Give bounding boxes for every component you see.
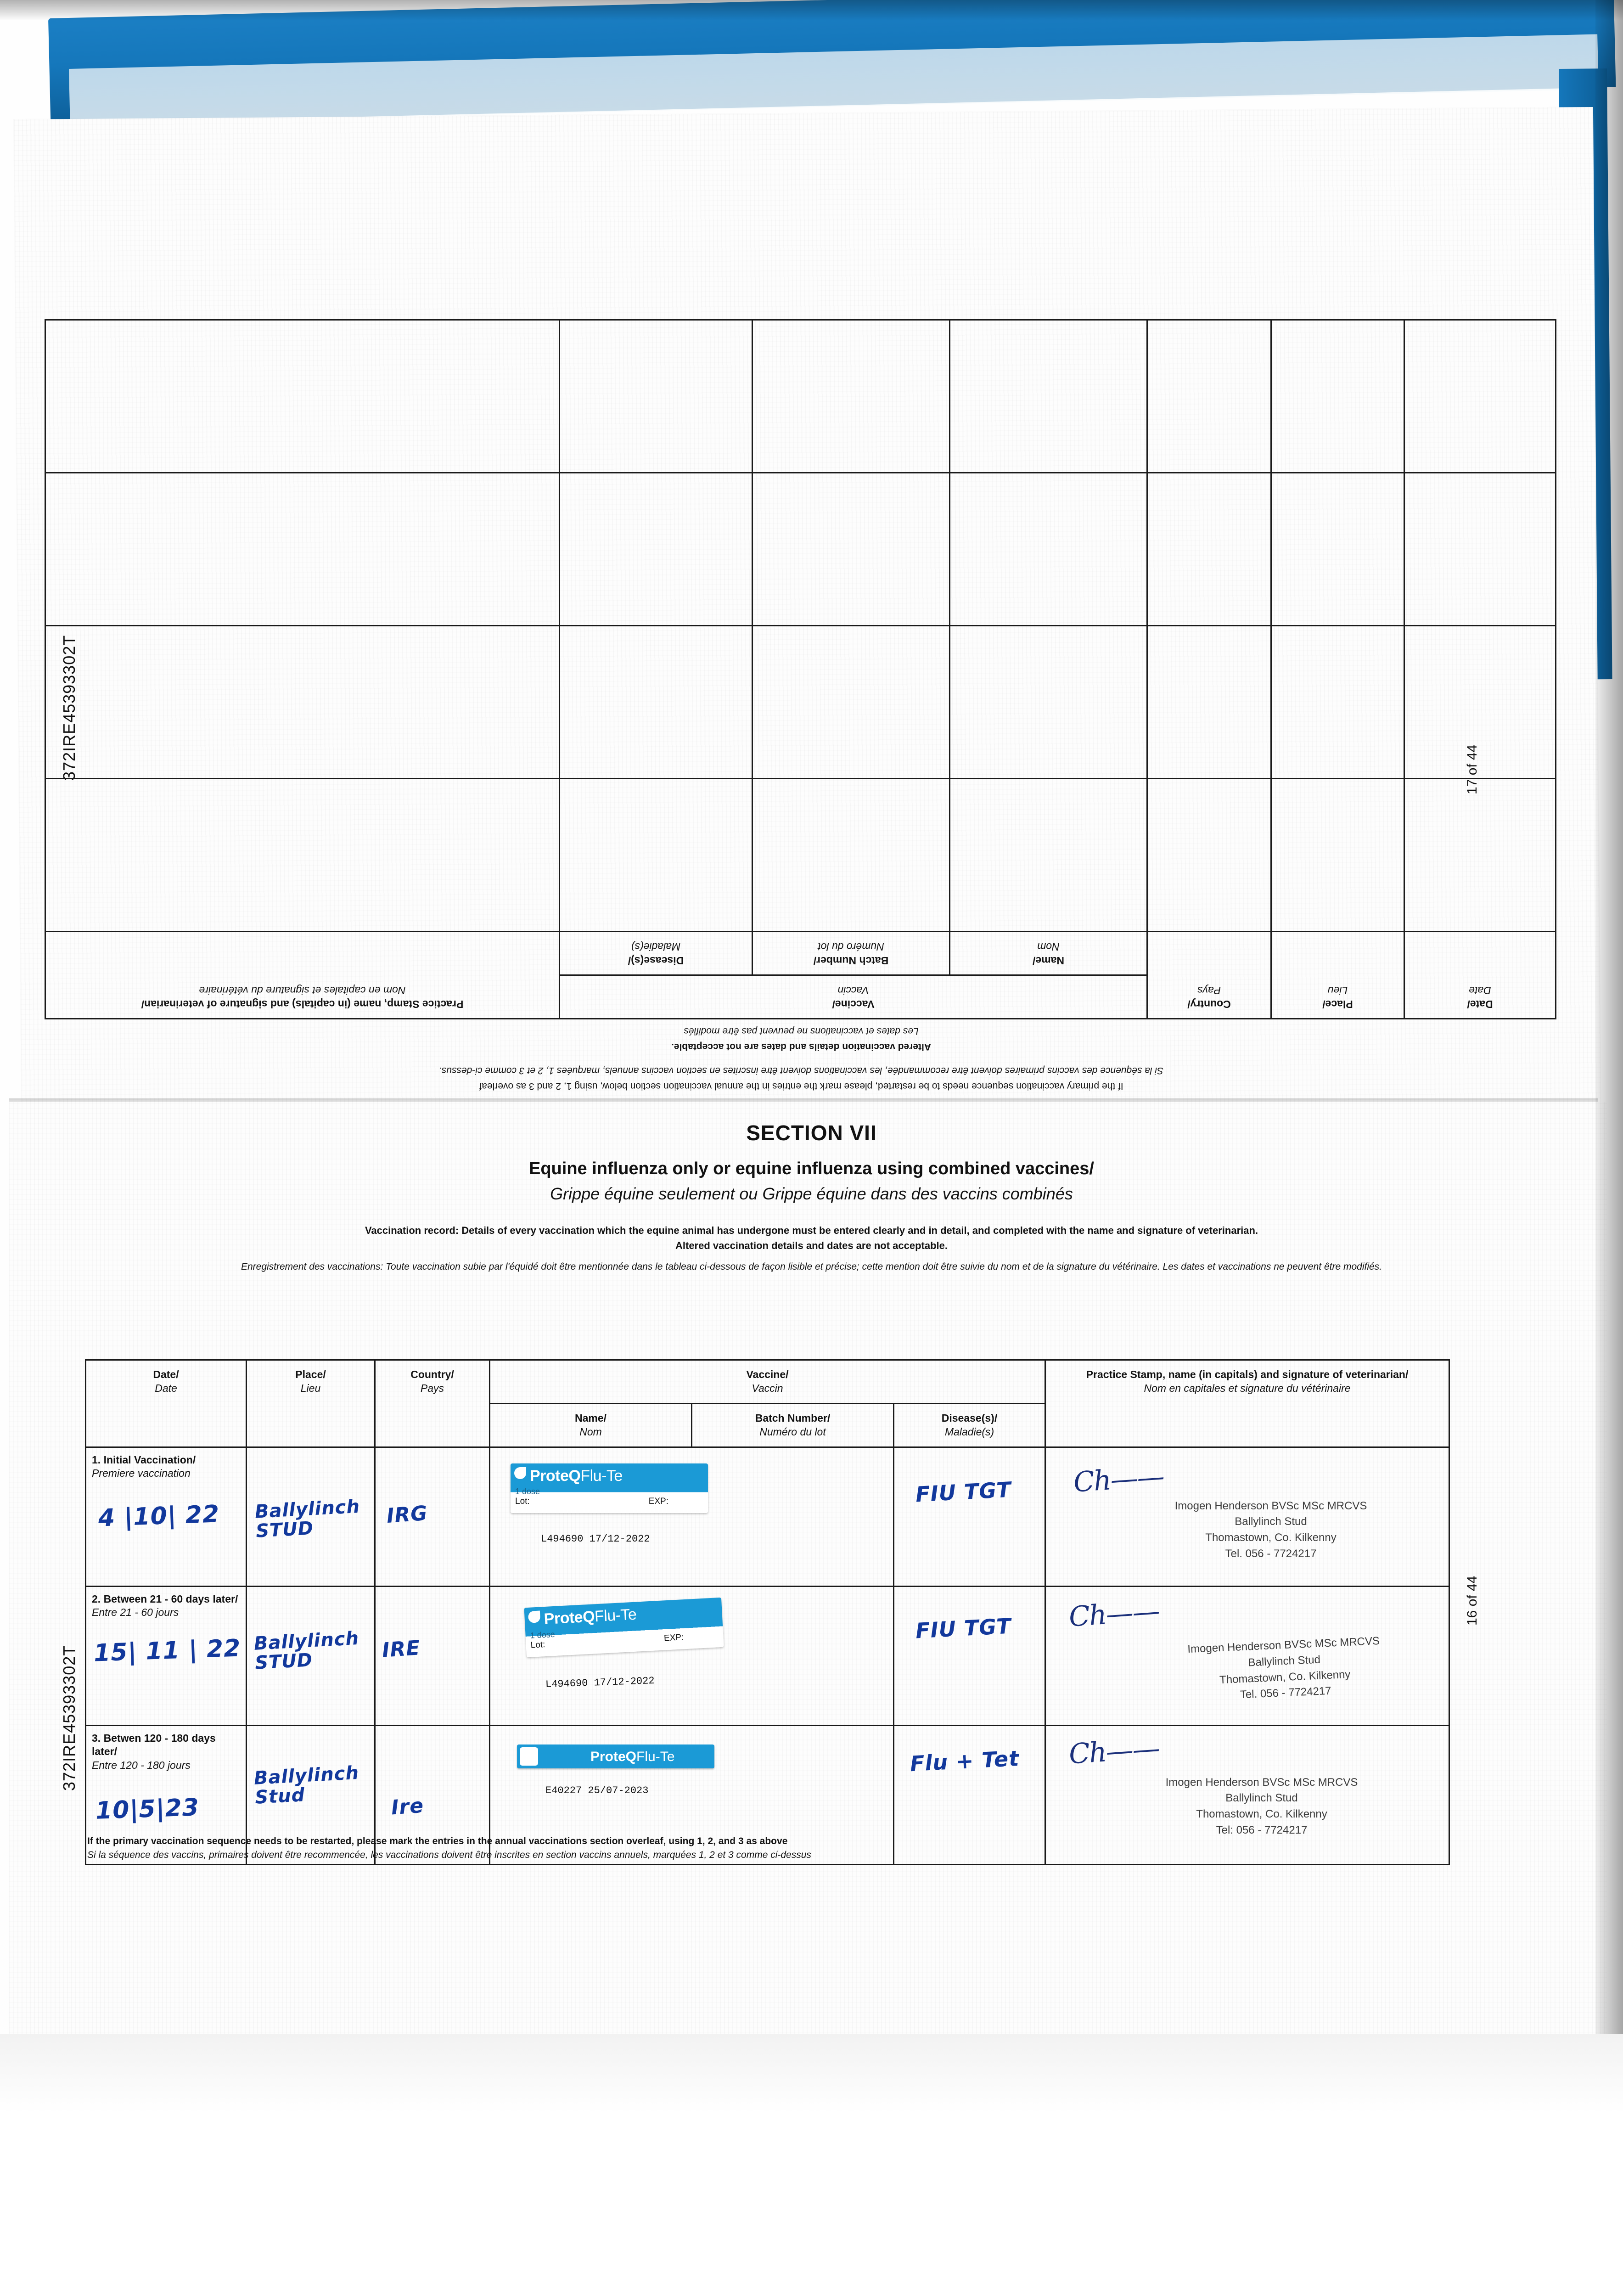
table-row[interactable] — [86, 1447, 1449, 1586]
page-number-top: 17 of 44 — [1465, 744, 1480, 794]
section-footnote — [87, 1835, 1327, 1863]
leaf-icon — [514, 1467, 526, 1479]
row2-label-fr: Entre 21 - 60 jours — [92, 1606, 179, 1619]
scan-edge-shadow-top — [0, 0, 1623, 21]
row1-place-value: Ballylinch STUD — [254, 1496, 361, 1542]
overleaf-col-country-en: Country/ — [1187, 998, 1231, 1010]
section-title: SECTION VII — [746, 1121, 877, 1145]
col-disease-en: Disease(s)/ — [941, 1412, 998, 1424]
row2-place-value: Ballylinch STUD — [253, 1627, 360, 1674]
row3-stamp-line-3: Thomastown, Co. Kilkenny — [1196, 1808, 1327, 1821]
row2-label — [86, 1587, 246, 1621]
row3-label-en: 3. Betwen 120 - 180 days later/ — [92, 1732, 216, 1758]
col-vaccine-en: Vaccine/ — [746, 1368, 789, 1380]
col-stamp-en: Practice Stamp, name (in capitals) and signature of veterinarian/ — [1086, 1368, 1409, 1380]
row1-lot-label: Lot: — [515, 1496, 530, 1506]
overleaf-col-date-fr: Date — [1469, 985, 1491, 997]
row3-date-value: 10|5|23 — [95, 1794, 200, 1825]
row1-stamp-line-1: Imogen Henderson BVSc MSc MRCVS — [1174, 1499, 1367, 1512]
overleaf-col-date-en: Date/ — [1467, 998, 1493, 1010]
passport-id-code-bottom: 372IRE45393302T — [60, 1645, 79, 1791]
overleaf-col-place-fr: Lieu — [1327, 985, 1348, 997]
overleaf-annual-vaccination-table-region — [46, 285, 1556, 1093]
overleaf-col-name-en: Name/ — [1032, 955, 1065, 967]
row3-batch-value: E40227 25/07-2023 — [545, 1784, 649, 1796]
overleaf-restart-note-bold: If the primary vaccination sequence needs to be restarted, please mark the entries in the annual vaccination section below, using 1, 2 and 3 as overleaf — [479, 1081, 1123, 1092]
col-date-fr: Date — [155, 1382, 177, 1394]
row3-stamp-line-1: Imogen Henderson BVSc MSc MRCVS — [1165, 1776, 1358, 1789]
row1-label — [86, 1448, 246, 1482]
row3-practice-stamp — [1087, 1775, 1436, 1839]
row2-label-en: 2. Between 21 - 60 days later/ — [92, 1593, 238, 1605]
row3-country-value: Ire — [390, 1794, 425, 1819]
passport-id-code-top: 372IRE45393302T — [60, 635, 79, 781]
row2-vaccine-label-sticker — [524, 1597, 724, 1657]
row1-date-value: 4 |10| 22 — [98, 1500, 220, 1532]
page-number-bottom: 16 of 44 — [1465, 1576, 1480, 1626]
row1-signature: Ch—— — [1072, 1460, 1165, 1499]
section-vii-vaccination-table — [85, 1359, 1450, 1865]
row2-country-value: IRE — [381, 1636, 421, 1662]
row1-label-fr: Premiere vaccination — [92, 1467, 191, 1480]
row2-date-value: 15| 11 | 22 — [93, 1634, 241, 1667]
overleaf-col-batch-fr: Numéro du lot — [818, 941, 884, 953]
col-name-fr: Nom — [579, 1425, 602, 1438]
section-subtitle-en: Equine influenza only or equine influenza using combined vaccines/ — [529, 1159, 1094, 1178]
col-vaccine-fr: Vaccin — [752, 1382, 783, 1394]
row2-vaccine-dose: 1 dose — [530, 1629, 556, 1640]
row3-label-fr: Entre 120 - 180 jours — [92, 1759, 191, 1772]
overleaf-altered-note-italic: Les dates et vaccinations ne peuvent pas être modifiés — [684, 1026, 919, 1036]
overleaf-col-name-fr: Nom — [1037, 941, 1060, 953]
row2-exp-label: EXP: — [663, 1632, 684, 1643]
record-note-line1: Vaccination record: Details of every vaccination which the equine animal has undergone must be entered clearly and in detail, and completed with the name and signature of veterinarian. — [365, 1225, 1258, 1236]
row3-signature: Ch—— — [1067, 1732, 1160, 1771]
row2-lot-label: Lot: — [530, 1639, 545, 1650]
col-place-en: Place/ — [295, 1368, 326, 1380]
row1-stamp-line-3: Thomastown, Co. Kilkenny — [1205, 1531, 1337, 1544]
row2-stamp-line-4: Tel. 056 - 7724217 — [1240, 1684, 1332, 1701]
col-stamp-fr: Nom en capitales et signature du vétérinaire — [1144, 1382, 1351, 1394]
row1-label-en: 1. Initial Vaccination/ — [92, 1453, 196, 1466]
overleaf-col-place-en: Place/ — [1322, 998, 1353, 1010]
overleaf-vaccination-table — [45, 319, 1556, 1019]
footnote-bold: If the primary vaccination sequence needs to be restarted, please mark the entries in the annual vaccinations section overleaf, using 1, 2, and 3 as above — [87, 1836, 788, 1846]
row1-practice-stamp — [1106, 1498, 1436, 1562]
overleaf-col-stamp-fr: Nom en capitales et signature du vétérinaire — [199, 985, 406, 997]
row3-place-value: Ballylinch Stud — [253, 1762, 360, 1808]
col-name-en: Name/ — [574, 1412, 607, 1424]
col-country-en: Country/ — [410, 1368, 454, 1380]
footnote-italic: Si la séquence des vaccins, primaires doivent être recommencée, les vaccinations doivent être inscrites en section vaccins annuels, marquées 1, 2 et 3 comme ci-dessus — [87, 1850, 811, 1861]
col-disease-fr: Maladie(s) — [944, 1425, 994, 1438]
table-row[interactable] — [86, 1586, 1449, 1725]
row1-country-value: IRG — [386, 1501, 429, 1528]
row2-stamp-line-2: Ballylinch Stud — [1247, 1653, 1321, 1669]
scan-edge-shadow-right — [1595, 0, 1623, 2066]
row2-stamp-line-3: Thomastown, Co. Kilkenny — [1219, 1667, 1351, 1686]
row1-vaccine-dose: 1 dose — [515, 1486, 540, 1496]
col-date-en: Date/ — [153, 1368, 179, 1380]
overleaf-altered-note-bold: Altered vaccination details and dates are not acceptable. — [671, 1041, 932, 1052]
section-subtitle-fr: Grippe équine seulement ou Grippe équine dans des vaccins combinés — [550, 1184, 1073, 1203]
row1-vaccine-brand: ProteQ — [530, 1467, 581, 1485]
row3-stamp-line-2: Ballylinch Stud — [1225, 1792, 1298, 1805]
row3-vaccine-brand-suffix: Flu-Te — [636, 1749, 675, 1764]
table-header-row — [86, 1360, 1449, 1404]
vaccination-record-note-fr: Enregistrement des vaccinations: Toute vaccination subie par l'équidé doit être mentionnée dans le tableau ci-dessous de façon lisible et précise; cette mention doit être suivie du nom et de la signature du vétérinaire. Les dates et vaccinations ne peuvent être modifiés. — [241, 1261, 1382, 1272]
overleaf-col-country-fr: Pays — [1197, 985, 1221, 997]
row2-stamp-line-1: Imogen Henderson BVSc MSc MRCVS — [1187, 1634, 1380, 1655]
overleaf-empty-row[interactable] — [45, 626, 1556, 779]
row1-stamp-line-4: Tel. 056 - 7724217 — [1225, 1547, 1317, 1560]
row1-vaccine-label-sticker — [511, 1463, 708, 1513]
row1-exp-label: EXP: — [648, 1496, 668, 1506]
overleaf-col-vaccine-fr: Vaccin — [837, 985, 869, 997]
overleaf-col-vaccine-en: Vaccine/ — [832, 998, 875, 1010]
row2-disease-value: FIU TGT — [915, 1613, 1012, 1643]
scan-edge-shadow-bottom — [0, 2034, 1623, 2296]
overleaf-empty-row[interactable] — [45, 779, 1556, 932]
row2-vaccine-brand: ProteQ — [543, 1607, 595, 1628]
row2-practice-stamp — [1123, 1630, 1446, 1708]
row3-vaccine-brand: ProteQ — [590, 1749, 637, 1764]
record-note-line2: Altered vaccination details and dates are not acceptable. — [675, 1240, 948, 1251]
col-batch-fr: Numéro du lot — [759, 1425, 826, 1438]
row3-vaccine-label-sticker — [517, 1745, 714, 1768]
row2-batch-value: L494690 17/12-2022 — [545, 1675, 655, 1690]
section-vii-region — [0, 1102, 1623, 1861]
overleaf-col-batch-en: Batch Number/ — [813, 955, 889, 967]
row3-disease-value: Flu + Tet — [909, 1745, 1020, 1776]
row2-signature: Ch—— — [1067, 1594, 1160, 1633]
row3-stamp-line-4: Tel: 056 - 7724217 — [1216, 1823, 1308, 1836]
col-batch-en: Batch Number/ — [755, 1412, 831, 1424]
row2-vaccine-brand-suffix: Flu-Te — [594, 1605, 637, 1625]
overleaf-empty-row[interactable] — [45, 473, 1556, 626]
col-place-fr: Lieu — [300, 1382, 321, 1394]
overleaf-col-disease-fr: Maladie(s) — [631, 941, 681, 953]
row3-label — [86, 1726, 246, 1774]
col-country-fr: Pays — [420, 1382, 444, 1394]
row1-disease-value: FIU TGT — [915, 1477, 1012, 1507]
vaccination-record-note-en — [0, 1223, 1623, 1253]
overleaf-empty-row[interactable] — [45, 320, 1556, 473]
row1-vaccine-brand-suffix: Flu-Te — [580, 1467, 623, 1485]
overleaf-col-disease-en: Disease(s)/ — [628, 955, 684, 967]
overleaf-col-stamp-en: Practice Stamp, name (in capitals) and signature of veterinarian/ — [141, 998, 464, 1010]
row1-stamp-line-2: Ballylinch Stud — [1235, 1515, 1307, 1528]
row1-batch-value: L494690 17/12-2022 — [541, 1533, 650, 1545]
leaf-icon — [520, 1747, 538, 1766]
overleaf-table-header-row — [45, 975, 1556, 1019]
overleaf-restart-note-italic: Si la séquence des vaccins primaires doivent être recommandée, les vaccinations doivent être inscrites en section vaccins annuels, marquées 1, 2 et 3 comme ci-dessus. — [438, 1065, 1164, 1076]
